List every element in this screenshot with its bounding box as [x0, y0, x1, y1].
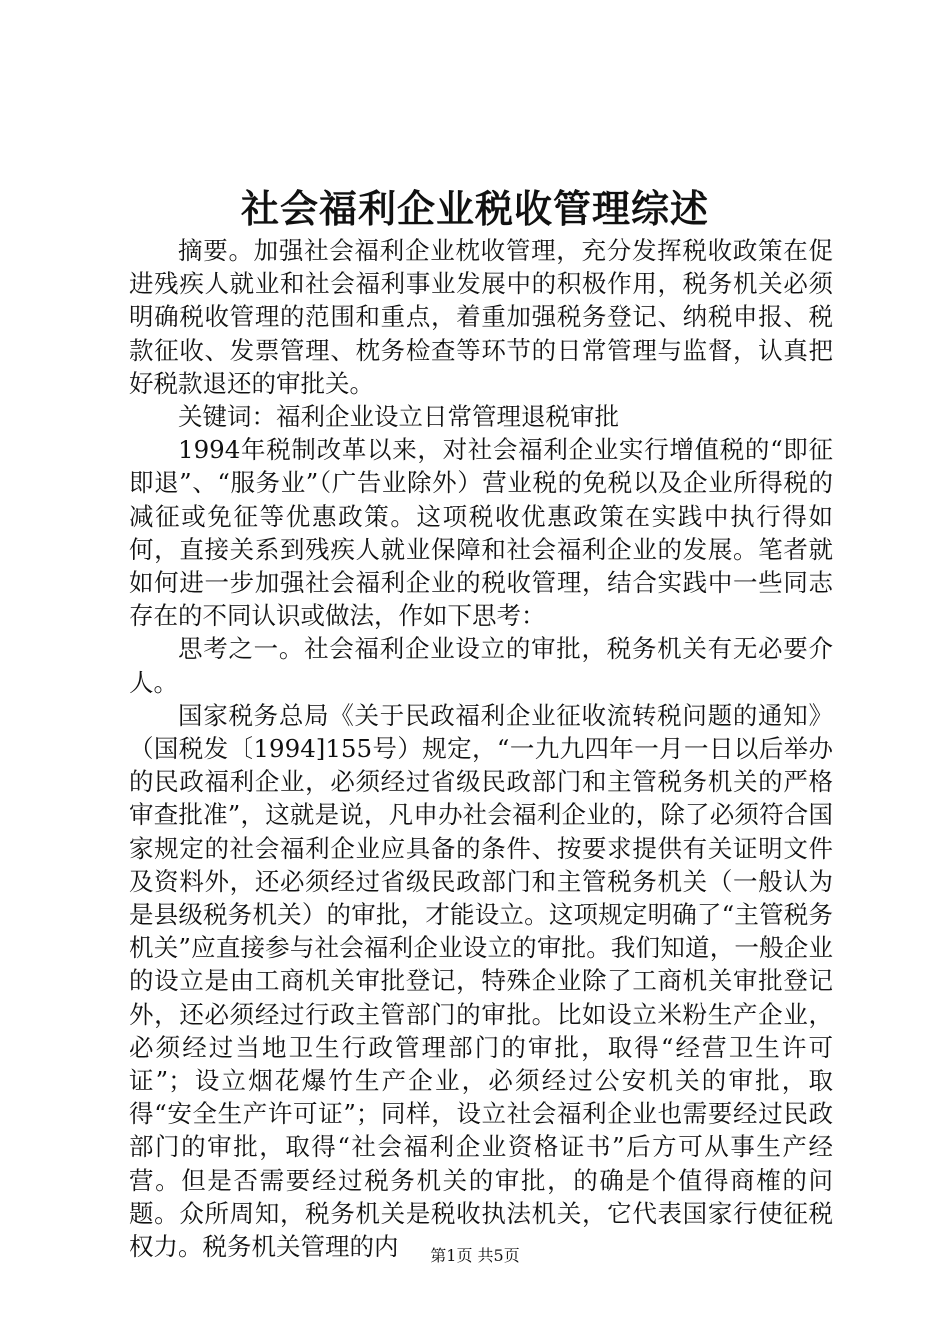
body-paragraph: 1994年税制改革以来，对社会福利企业实行增值税的“即征即退”、“服务业”（广告业除外）营业税的免税以及企业所得税的减征或免征等优惠政策。这项税收优惠政策在实践中执行得如何，直接关系到残疾人就业保障和社会福利企业的发展。笔者就如何进一步加强社会福利企业的税收管理，结合实践中一些同志存在的不同认识或做法，作如下思考：	[129, 435, 833, 631]
section-heading-paragraph: 思考之一。社会福利企业设立的审批，税务机关有无必要介人。	[129, 634, 833, 697]
keywords-paragraph: 关键词：福利企业设立日常管理退税审批	[178, 402, 619, 432]
document-body	[129, 234, 833, 1263]
abstract-paragraph: 摘要。加强社会福利企业枕收管理，充分发挥税收政策在促进残疾人就业和社会福利事业发展中的积极作用，税务机关必须明确税收管理的范围和重点，着重加强税务登记、纳税申报、税款征收、发票管理、枕务检查等环节的日常管理与监督，认真把好税款退还的审批关。	[129, 236, 833, 398]
page-footer: 第1页 共5页	[430, 1246, 520, 1265]
body-paragraph: 国家税务总局《关于民政福利企业征收流转税问题的通知》（国税发〔1994]155号）规定，“一九九四年一月一日以后举办的民政福利企业，必须经过省级民政部门和主管税务机关的严格审查批准”，这就是说，凡申办社会福利企业的，除了必须符合国家规定的社会福利企业应具备的条件、按要求提供有关证明文件及资料外，还必须经过省级民政部门和主管税务机关（一般认为是县级税务机关）的审批，才能设立。这项规定明确了“主管税务机关”应直接参与社会福利企业设立的审批。我们知道，一般企业的设立是由工商机关审批登记，特殊企业除了工商机关审批登记外，还必须经过行政主管部门的审批。比如设立米粉生产企业，必须经过当地卫生行政管理部门的审批，取得“经营卫生许可证”；设立烟花爆竹生产企业，必须经过公安机关的审批，取得“安全生产许可证”；同样，设立社会福利企业也需要经过民政部门的审批，取得“社会福利企业资格证书”后方可从事生产经营。但是否需要经过税务机关的审批，的确是个值得商榷的问题。众所周知，税务机关是税收执法机关，它代表国家行使征税权力。税务机关管理的内	[129, 700, 833, 1262]
document-title: 社会福利企业税收管理综述	[240, 186, 709, 231]
